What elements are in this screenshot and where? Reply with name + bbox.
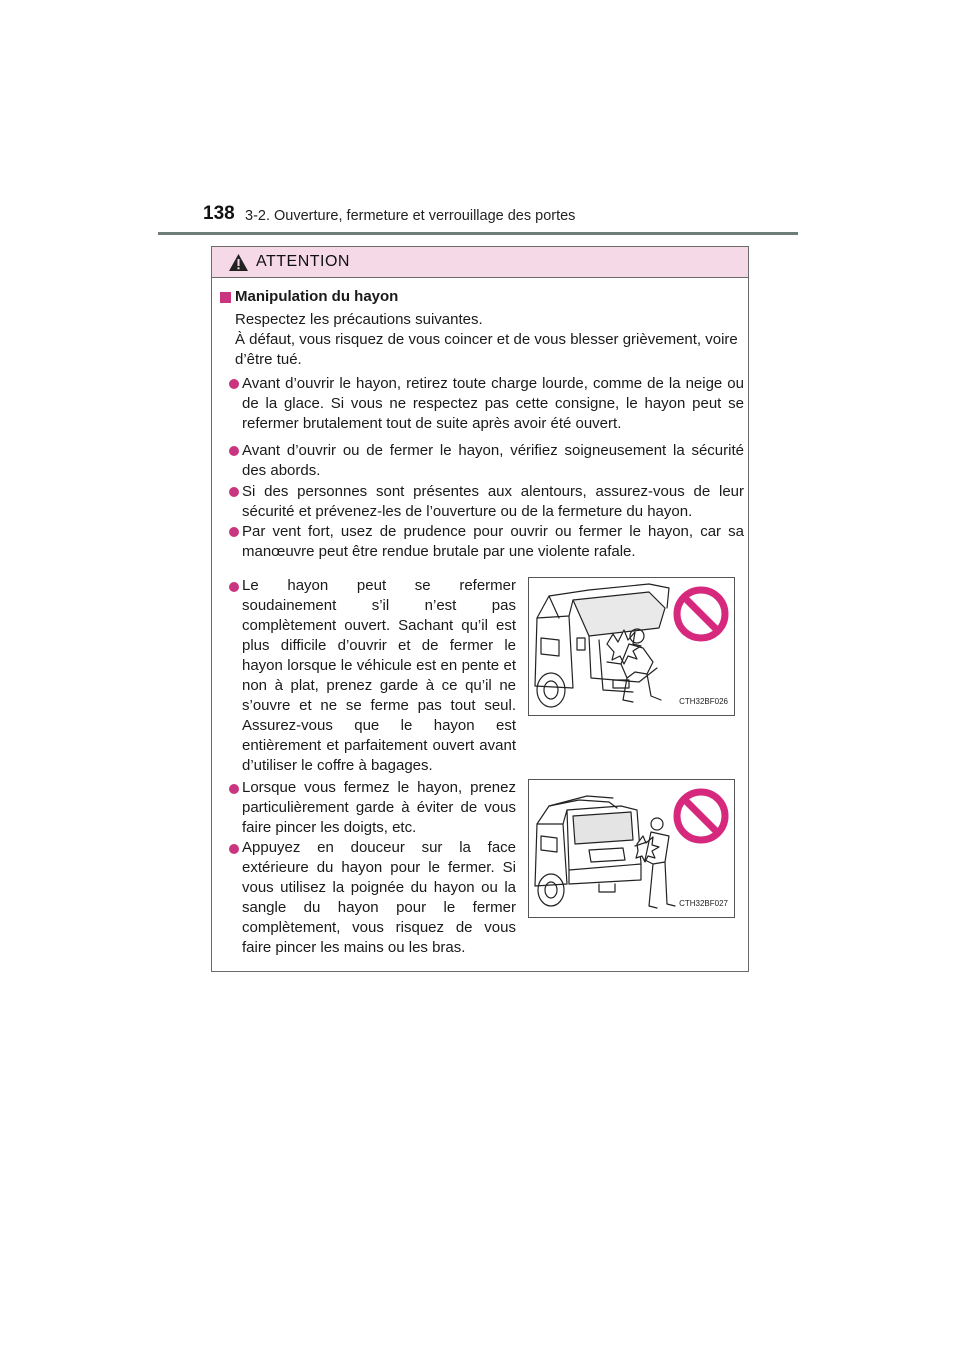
section-square-icon bbox=[220, 292, 231, 303]
bullet-text-4: Par vent fort, usez de prudence pour ouvrir ou fermer le hayon, car sa manœuvre peut être rendue brutale par une violente rafale. bbox=[242, 523, 744, 560]
bullet-icon bbox=[229, 784, 239, 794]
warning-header bbox=[212, 247, 748, 278]
bullet-icon bbox=[229, 446, 239, 456]
bullet-text-6: Lorsque vous fermez le hayon, prenez particulièrement garde à éviter de vous faire pincer les doigts, etc. bbox=[242, 779, 516, 836]
warning-triangle-icon bbox=[228, 253, 249, 272]
figure-tailgate-closing bbox=[528, 779, 735, 918]
page-number: 138 bbox=[203, 203, 235, 224]
bullet-text-1: Avant d’ouvrir le hayon, retirez toute charge lourde, comme de la neige ou de la glace. Si vous ne respectez pas cette consigne, le hayon peut se refermer brutalement tout de suite après avoir été ouvert. bbox=[242, 375, 744, 432]
header-rule bbox=[158, 232, 798, 235]
warning-heading: Manipulation du hayon bbox=[235, 288, 399, 305]
warning-content bbox=[212, 278, 748, 971]
warning-box bbox=[211, 246, 749, 972]
bullet-icon bbox=[229, 527, 239, 537]
bullet-text-7: Appuyez en douceur sur la face extérieure du hayon pour le fermer. Si vous utilisez la poignée du hayon ou la sangle du hayon pour le fermer complètement, vous risquez de vous faire pincer les mains ou les bras. bbox=[242, 839, 516, 956]
bullet-icon bbox=[229, 582, 239, 592]
figure-code: CTH32BF026 bbox=[679, 697, 728, 706]
prohibited-icon bbox=[677, 590, 725, 638]
figure-code: CTH32BF027 bbox=[679, 899, 728, 908]
prohibited-icon bbox=[677, 792, 725, 840]
intro-text-2: À défaut, vous risquez de vous coincer et de vous blesser grièvement, voire d’être tué. bbox=[235, 331, 738, 368]
figure-tailgate-opening bbox=[528, 577, 735, 716]
bullet-text-5: Le hayon peut se refermer soudainement s’il n’est pas complètement ouvert. Sachant qu’il est plus difficile d’ouvrir et de fermer le hayon lorsque le véhicule est en pente et non à plat, prenez garde à ce qu’il ne s’ouvre et ne se ferme pas tout seul. Assurez-vous que le hayon est entièrement et parfaitement ouvert avant d’utiliser le coffre à bagages. bbox=[242, 577, 516, 774]
bullet-icon bbox=[229, 487, 239, 497]
section-title: 3-2. Ouverture, fermeture et verrouillage des portes bbox=[245, 208, 576, 224]
bullet-icon bbox=[229, 844, 239, 854]
warning-label: ATTENTION bbox=[256, 253, 350, 270]
bullet-text-3: Si des personnes sont présentes aux alentours, assurez-vous de leur sécurité et prévenez-les de l’ouverture ou de la fermeture du hayon. bbox=[242, 483, 744, 520]
bullet-icon bbox=[229, 379, 239, 389]
intro-text-1: Respectez les précautions suivantes. bbox=[235, 311, 483, 328]
bullet-text-2: Avant d’ouvrir ou de fermer le hayon, vérifiez soigneusement la sécurité des abords. bbox=[242, 442, 744, 479]
